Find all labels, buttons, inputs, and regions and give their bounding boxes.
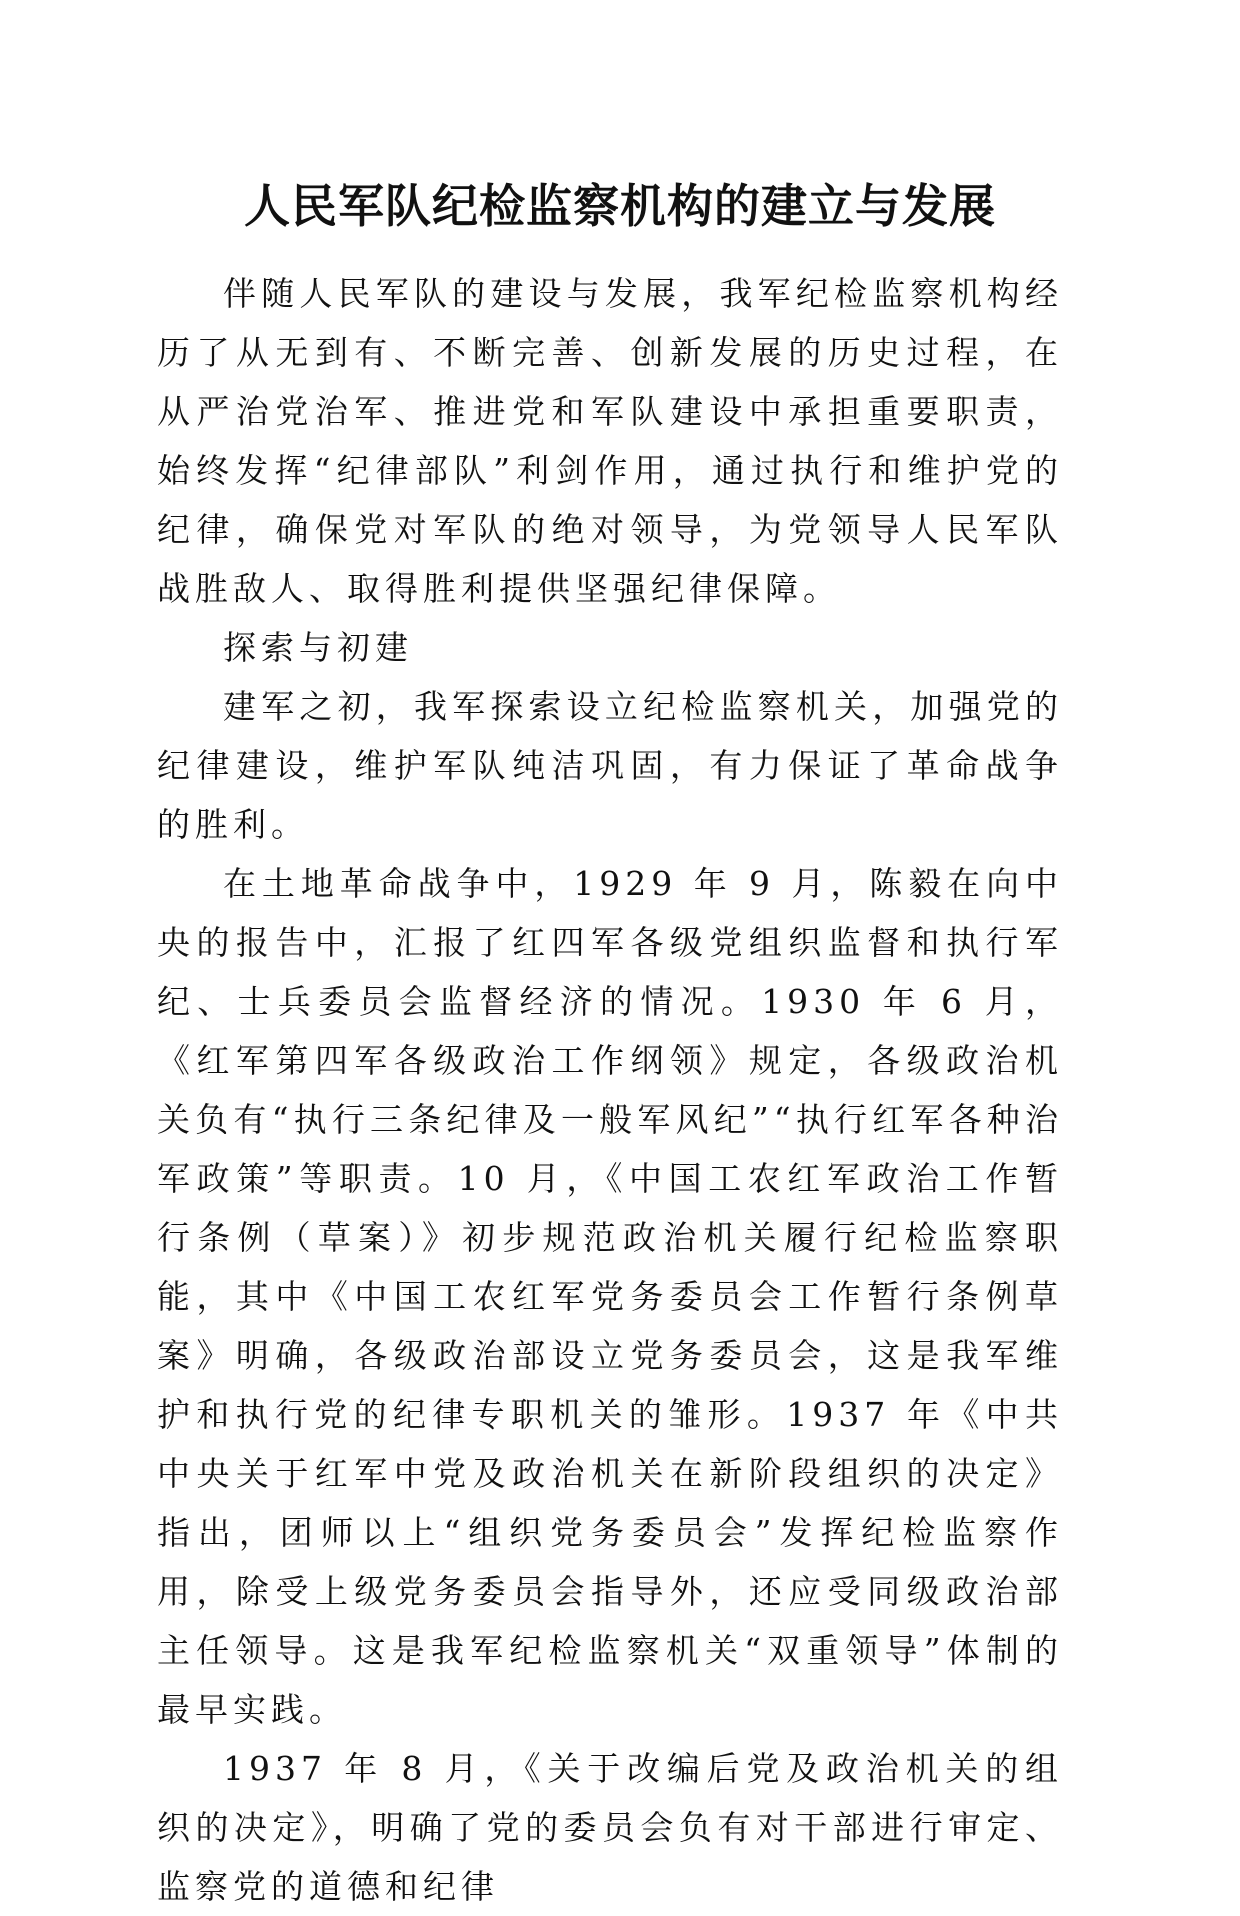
section-heading-exploration: 探索与初建 — [223, 628, 413, 667]
document-body — [157, 264, 1063, 1916]
document-title: 人民军队纪检监察机构的建立与发展 — [244, 179, 996, 233]
paragraph-land-revolution: 在土地革命战争中，1929 年 9 月，陈毅在向中央的报告中，汇报了红四军各级党组织监督和执行军纪、士兵委员会监督经济的情况。1930 年 6 月，《红军第四军各级政治工作纲领》规定，各级政治机关负有“执行三条纪律及一般军风纪”“执行红军各种治军政策”等职责。10 月，《中国工农红军政治工作暂行条例（草案）》初步规范政治机关履行纪检监察职能，其中《中国工农红军党务委员会工作暂行条例草案》明确，各级政治部设立党务委员会，这是我军维护和执行党的纪律专职机关的雏形。1937 年《中共中央关于红军中党及政治机关在新阶段组织的决定》指出，团师以上“组织党务委员会”发挥纪检监察作用，除受上级党务委员会指导外，还应受同级政治部主任领导。这是我军纪检监察机关“双重领导”体制的最早实践。 — [157, 864, 1063, 1729]
paragraph-intro: 伴随人民军队的建设与发展，我军纪检监察机构经历了从无到有、不断完善、创新发展的历史过程，在从严治党治军、推进党和军队建设中承担重要职责，始终发挥“纪律部队”利剑作用，通过执行和维护党的纪律，确保党对军队的绝对领导，为党领导人民军队战胜敌人、取得胜利提供坚强纪律保障。 — [157, 274, 1063, 608]
paragraph-1937-august: 1937 年 8 月，《关于改编后党及政治机关的组织的决定》，明确了党的委员会负有对干部进行审定、监察党的道德和纪律 — [157, 1749, 1063, 1906]
paragraph-founding: 建军之初，我军探索设立纪检监察机关，加强党的纪律建设，维护军队纯洁巩固，有力保证了革命战争的胜利。 — [157, 687, 1063, 844]
